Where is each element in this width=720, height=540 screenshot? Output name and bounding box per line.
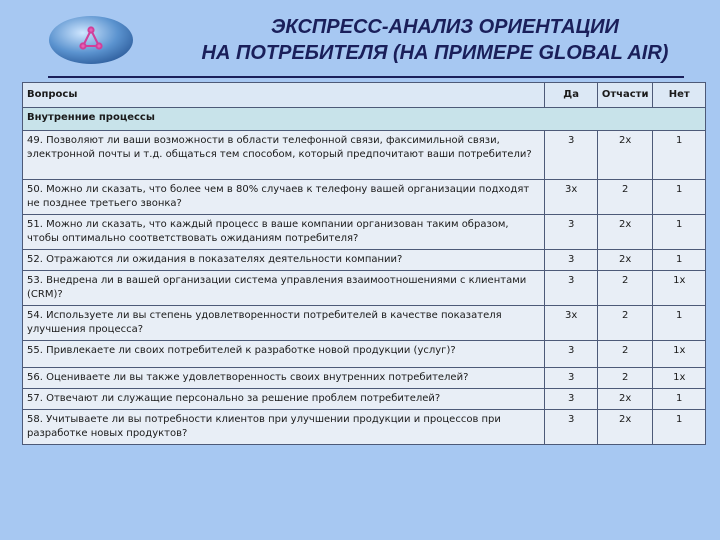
header-yes: Да — [545, 83, 597, 108]
yes-cell: 3 — [545, 410, 597, 445]
no-cell: 1 — [653, 250, 706, 271]
table-row — [23, 306, 706, 341]
header-questions: Вопросы — [23, 83, 545, 108]
yes-cell: 3х — [545, 306, 597, 341]
table-row — [23, 410, 706, 445]
table-row — [23, 389, 706, 410]
yes-cell: 3 — [545, 131, 597, 180]
logo-icon — [48, 14, 134, 66]
no-cell: 1 — [653, 215, 706, 250]
no-cell: 1х — [653, 368, 706, 389]
section-row — [23, 108, 706, 131]
partly-cell: 2 — [597, 180, 653, 215]
header-partly: Отчасти — [597, 83, 653, 108]
table-row — [23, 271, 706, 306]
question-cell: 56. Оцениваете ли вы также удовлетворенность своих внутренних потребителей? — [23, 368, 545, 389]
partly-cell: 2 — [597, 306, 653, 341]
no-cell: 1х — [653, 341, 706, 368]
no-cell: 1 — [653, 410, 706, 445]
yes-cell: 3 — [545, 215, 597, 250]
table-row — [23, 131, 706, 180]
yes-cell: 3 — [545, 341, 597, 368]
partly-cell: 2 — [597, 341, 653, 368]
partly-cell: 2х — [597, 131, 653, 180]
title-divider — [48, 76, 684, 78]
partly-cell: 2х — [597, 250, 653, 271]
questionnaire-table — [22, 82, 706, 445]
header-no: Нет — [653, 83, 706, 108]
no-cell: 1х — [653, 271, 706, 306]
partly-cell: 2х — [597, 389, 653, 410]
table-row — [23, 341, 706, 368]
no-cell: 1 — [653, 389, 706, 410]
yes-cell: 3х — [545, 180, 597, 215]
table-row — [23, 368, 706, 389]
yes-cell: 3 — [545, 389, 597, 410]
section-label: Внутренние процессы — [23, 108, 706, 131]
question-cell: 54. Используете ли вы степень удовлетворенности потребителей в качестве показателя улучшения процесса? — [23, 306, 545, 341]
partly-cell: 2х — [597, 410, 653, 445]
partly-cell: 2 — [597, 368, 653, 389]
yes-cell: 3 — [545, 271, 597, 306]
question-cell: 53. Внедрена ли в вашей организации система управления взаимоотношениями с клиентами (CRM)? — [23, 271, 545, 306]
page-title — [150, 14, 720, 66]
yes-cell: 3 — [545, 368, 597, 389]
question-cell: 50. Можно ли сказать, что более чем в 80% случаев к телефону вашей организации подходят не позднее третьего звонка? — [23, 180, 545, 215]
question-cell: 57. Отвечают ли служащие персонально за решение проблем потребителей? — [23, 389, 545, 410]
yes-cell: 3 — [545, 250, 597, 271]
partly-cell: 2х — [597, 215, 653, 250]
table-row — [23, 180, 706, 215]
partly-cell: 2 — [597, 271, 653, 306]
table-header-row — [23, 83, 706, 108]
question-cell: 58. Учитываете ли вы потребности клиентов при улучшении продукции и процессов при разработке новых продуктов? — [23, 410, 545, 445]
table-row — [23, 250, 706, 271]
question-cell: 51. Можно ли сказать, что каждый процесс в ваше компании организован таким образом, чтобы оптимально соответствовать ожиданиям потребителя? — [23, 215, 545, 250]
no-cell: 1 — [653, 306, 706, 341]
question-cell: 49. Позволяют ли ваши возможности в области телефонной связи, факсимильной связи, электронной почты и т.д. общаться тем способом, который предпочитают ваши потребители? — [23, 131, 545, 180]
question-cell: 55. Привлекаете ли своих потребителей к разработке новой продукции (услуг)? — [23, 341, 545, 368]
no-cell: 1 — [653, 180, 706, 215]
title-line-1: ЭКСПРЕСС-АНАЛИЗ ОРИЕНТАЦИИ — [271, 16, 619, 38]
title-line-2: НА ПОТРЕБИТЕЛЯ (НА ПРИМЕРЕ GLOBAL AIR) — [201, 42, 669, 64]
table-row — [23, 215, 706, 250]
question-cell: 52. Отражаются ли ожидания в показателях деятельности компании? — [23, 250, 545, 271]
no-cell: 1 — [653, 131, 706, 180]
